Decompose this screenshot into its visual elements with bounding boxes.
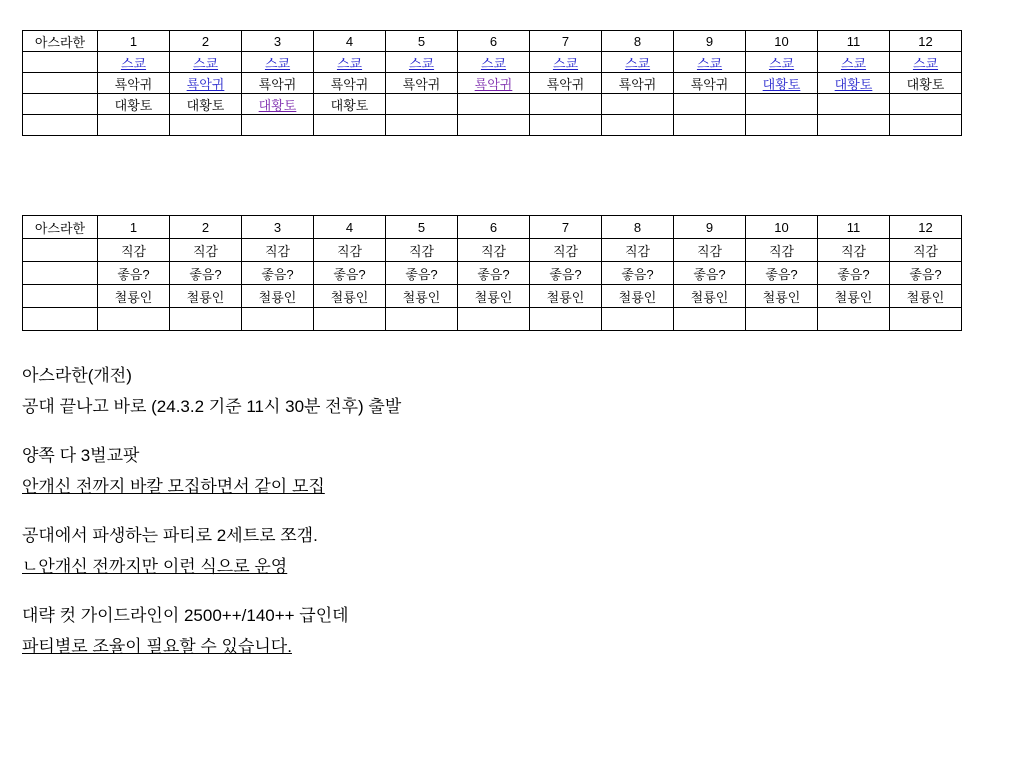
table-cell[interactable]: 철룡인 [602,285,674,308]
column-header: 10 [746,31,818,52]
table-cell[interactable] [890,115,962,136]
row-label-cell [23,73,98,94]
table-cell[interactable]: 직감 [602,239,674,262]
table-cell[interactable] [98,308,170,331]
notes-block [22,360,922,662]
row-label-cell [23,308,98,331]
notes-line: 공대에서 파생하는 파티로 2세트로 쪼갬. [22,526,318,545]
table-cell[interactable]: 룍악귀 [170,73,242,94]
column-header: 9 [674,31,746,52]
table-cell[interactable] [530,308,602,331]
column-header: 12 [890,216,962,239]
table-row [23,52,962,73]
table-row [23,115,962,136]
row-label-cell [23,52,98,73]
row-label-cell [23,285,98,308]
table-cell[interactable]: 스쿄 [674,52,746,73]
table-cell[interactable] [170,308,242,331]
column-header: 6 [458,31,530,52]
table-cell[interactable]: 철룡인 [98,285,170,308]
table-cell[interactable]: 직감 [458,239,530,262]
table-row [23,239,962,262]
table-cell[interactable]: 직감 [98,239,170,262]
table-cell[interactable] [170,115,242,136]
table-cell[interactable] [314,115,386,136]
row-label-cell [23,94,98,115]
table-cell[interactable]: 좋음? [314,262,386,285]
notes-line: 대략 컷 가이드라인이 2500++/140++ 급인데 [22,606,349,625]
table-cell[interactable]: 철룡인 [458,285,530,308]
table-cell[interactable] [458,308,530,331]
table-cell[interactable]: 좋음? [674,262,746,285]
column-header: 4 [314,216,386,239]
column-header: 1 [98,216,170,239]
table-cell[interactable]: 직감 [818,239,890,262]
table-cell[interactable]: 스쿄 [170,52,242,73]
notes-spacer [22,422,922,440]
column-header: 2 [170,31,242,52]
column-header: 11 [818,31,890,52]
column-header: 7 [530,31,602,52]
table-cell[interactable]: 스쿄 [458,52,530,73]
table-cell[interactable] [458,115,530,136]
table-cell[interactable]: 스쿄 [818,52,890,73]
table-cell[interactable]: 스쿄 [746,52,818,73]
table-cell[interactable] [818,308,890,331]
row-label-cell [23,239,98,262]
table-row [23,94,962,115]
notes-line [22,471,922,502]
column-header: 3 [242,31,314,52]
table-cell[interactable] [314,308,386,331]
row-label-cell [23,115,98,136]
table-cell[interactable] [674,94,746,115]
table-cell[interactable] [890,308,962,331]
table-cell[interactable] [746,94,818,115]
table-cell[interactable]: 철룡인 [386,285,458,308]
table-cell[interactable] [890,94,962,115]
table-cell[interactable] [242,308,314,331]
column-header: 8 [602,216,674,239]
table-cell[interactable]: 좋음? [890,262,962,285]
table-cell[interactable]: 스쿄 [386,52,458,73]
table-cell[interactable] [746,308,818,331]
notes-spacer [22,582,922,600]
scout-schedule-table [22,30,962,136]
table-cell[interactable] [602,115,674,136]
table-cell[interactable]: 직감 [674,239,746,262]
table-cell[interactable] [818,94,890,115]
column-header: 5 [386,216,458,239]
table-cell[interactable]: 좋음? [458,262,530,285]
table-cell[interactable]: 철룡인 [170,285,242,308]
column-header: 5 [386,31,458,52]
table-cell[interactable]: 스쿄 [602,52,674,73]
table-cell[interactable] [530,94,602,115]
table-cell[interactable]: 철룡인 [242,285,314,308]
table-cell[interactable]: 스쿄 [890,52,962,73]
table-cell[interactable] [386,94,458,115]
table-cell[interactable]: 좋음? [98,262,170,285]
table-header-row [23,216,962,239]
table-corner-label: 아스라한 [23,216,98,239]
table-cell[interactable]: 스쿄 [314,52,386,73]
table-cell[interactable]: 룍악귀 [242,73,314,94]
table-cell[interactable]: 좋음? [602,262,674,285]
table-cell[interactable]: 직감 [530,239,602,262]
table-cell[interactable]: 좋음? [530,262,602,285]
table-cell[interactable]: 직감 [170,239,242,262]
table-cell[interactable]: 좋음? [386,262,458,285]
table-cell[interactable]: 룍악귀 [386,73,458,94]
notes-line-underlined: 파티별로 조율이 필요할 수 있습니다. [22,637,292,656]
table-cell[interactable]: 직감 [890,239,962,262]
column-header: 8 [602,31,674,52]
table-cell[interactable]: 철룡인 [746,285,818,308]
table-cell[interactable]: 스쿄 [98,52,170,73]
notes-line-underlined: 안개신 전까지 바칼 모집하면서 같이 모집 [22,477,325,496]
table-cell[interactable]: 대황토 [314,94,386,115]
table-corner-label: 아스라한 [23,31,98,52]
notes-line: 아스라한(개전) [22,366,132,385]
table-cell[interactable]: 철룡인 [890,285,962,308]
table-row [23,308,962,331]
table-cell[interactable]: 좋음? [746,262,818,285]
table-cell[interactable]: 룍악귀 [98,73,170,94]
table-cell[interactable]: 대황토 [890,73,962,94]
table-cell[interactable] [674,308,746,331]
table-cell[interactable] [98,115,170,136]
table-header-row [23,31,962,52]
table-cell[interactable]: 스쿄 [530,52,602,73]
table-cell[interactable]: 스쿄 [242,52,314,73]
table-cell[interactable]: 직감 [386,239,458,262]
table-cell[interactable] [386,115,458,136]
row-label-cell [23,262,98,285]
notes-line [22,631,922,662]
table-cell[interactable]: 철룡인 [530,285,602,308]
table-row [23,285,962,308]
column-header: 9 [674,216,746,239]
column-header: 4 [314,31,386,52]
table-cell[interactable] [818,115,890,136]
notes-line: 공대 끝나고 바로 (24.3.2 기준 11시 30분 전후) 출발 [22,397,402,416]
table-cell[interactable]: 직감 [314,239,386,262]
column-header: 3 [242,216,314,239]
feel-schedule-table [22,215,962,331]
table-cell[interactable] [602,94,674,115]
table-cell[interactable]: 철룡인 [314,285,386,308]
table-cell[interactable] [386,308,458,331]
table-cell[interactable] [530,115,602,136]
table-cell[interactable] [746,115,818,136]
table-cell[interactable] [458,94,530,115]
notes-line [22,551,922,582]
table-cell[interactable]: 좋음? [818,262,890,285]
table-cell[interactable]: 룍악귀 [602,73,674,94]
notes-line-underlined: ㄴ안개신 전까지만 이런 식으로 운영 [22,557,288,576]
table-cell[interactable]: 룍악귀 [674,73,746,94]
table-cell[interactable]: 좋음? [170,262,242,285]
table-cell[interactable]: 좋음? [242,262,314,285]
table-row [23,73,962,94]
column-header: 10 [746,216,818,239]
table-cell[interactable]: 대황토 [98,94,170,115]
table-row [23,262,962,285]
table-cell[interactable]: 룍악귀 [458,73,530,94]
table-cell[interactable]: 대황토 [170,94,242,115]
table-cell[interactable] [242,115,314,136]
table-cell[interactable]: 대황토 [242,94,314,115]
column-header: 6 [458,216,530,239]
scout-table-body [23,31,962,136]
table-cell[interactable]: 직감 [746,239,818,262]
table-cell[interactable]: 대황토 [746,73,818,94]
notes-spacer [22,502,922,520]
notes-line: 양쪽 다 3벌교팟 [22,446,140,465]
table-cell[interactable] [602,308,674,331]
column-header: 12 [890,31,962,52]
column-header: 7 [530,216,602,239]
table-cell[interactable]: 직감 [242,239,314,262]
table-cell[interactable] [674,115,746,136]
feel-table-body [23,216,962,331]
table-cell[interactable]: 대황토 [818,73,890,94]
table-cell[interactable]: 철룡인 [818,285,890,308]
table-cell[interactable]: 철룡인 [674,285,746,308]
column-header: 2 [170,216,242,239]
table-cell[interactable]: 룍악귀 [314,73,386,94]
column-header: 11 [818,216,890,239]
table-cell[interactable]: 룍악귀 [530,73,602,94]
column-header: 1 [98,31,170,52]
